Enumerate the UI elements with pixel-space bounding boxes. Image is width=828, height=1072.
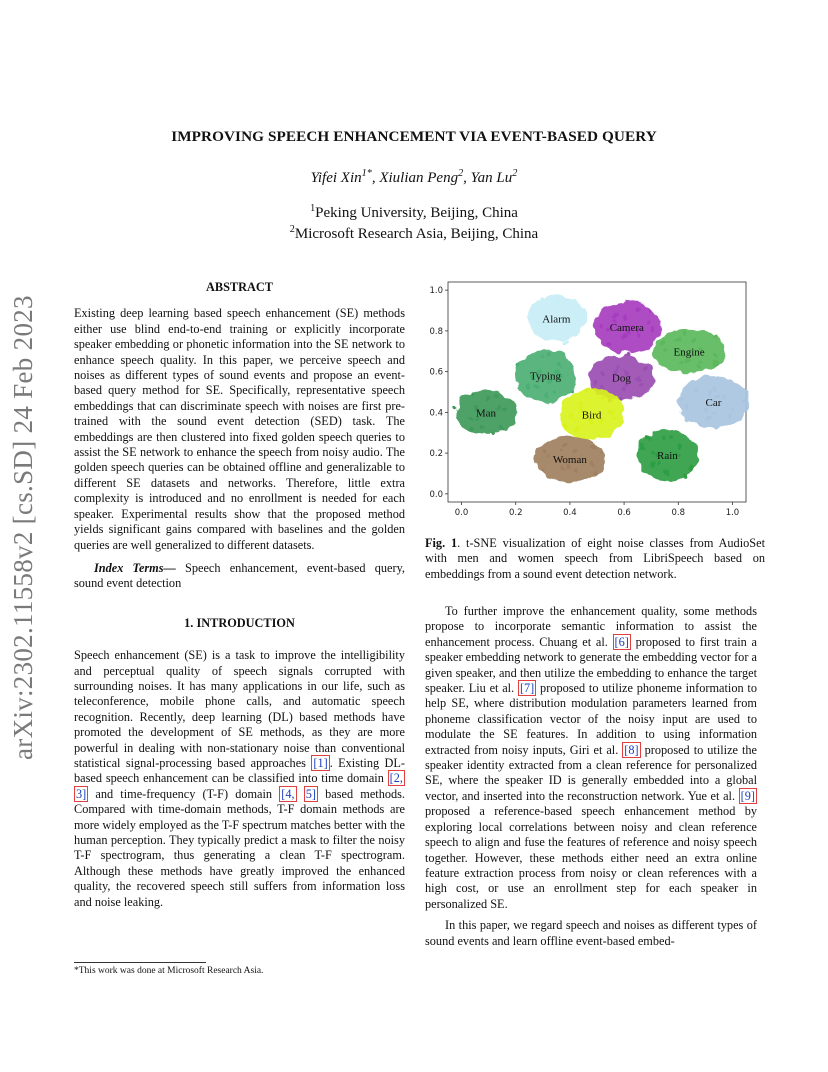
cluster-point xyxy=(642,367,646,371)
cluster-point xyxy=(499,426,503,430)
cluster-point xyxy=(650,462,654,466)
cluster-label: Alarm xyxy=(542,313,571,326)
x-tick-label: 1.0 xyxy=(725,508,740,518)
cluster-point xyxy=(612,415,616,419)
cluster-point xyxy=(652,450,656,454)
cluster-point xyxy=(644,436,648,440)
cluster-point xyxy=(637,307,641,311)
cluster-point xyxy=(548,334,552,338)
citation-link[interactable]: [9] xyxy=(740,788,755,803)
cluster-point xyxy=(650,328,654,332)
y-tick-label: 0.8 xyxy=(429,326,443,337)
affiliation-1 xyxy=(0,205,828,222)
cluster-label: Typing xyxy=(530,370,562,383)
cluster-label: Man xyxy=(475,407,497,420)
cluster-point xyxy=(494,395,498,399)
cluster-point xyxy=(544,449,548,453)
affil-text: Peking University, Beijing, China xyxy=(315,205,518,221)
author-affil-mark: 2 xyxy=(458,168,464,179)
cluster-point xyxy=(648,309,652,313)
cluster-point xyxy=(451,406,455,410)
cluster-point xyxy=(613,313,617,317)
intro-paragraph: To further improve the enhancement quality, some methods propose to incorporate semantic information to assist the enhancement process. Chuang et al. [6] proposed to first train a speaker embedding network to generate the embedding vector for a given speaker, and then utilize the embedding to enhance the target speaker. Liu et al. [7] proposed to utilize phoneme information to help SE, where distribution modulation parameters learned from phoneme classification vector of the noisy input are used to modulate the SE features. In addition to using information extracted from noisy inputs, Giri et al. [8] proposed to utilize the speaker identity extracted from a clean reference for personalized SE, where the speaker ID is generally embedded into a global vector, and inserted into the reconstruction network. Yue et al. [9] proposed a reference-based speech enhancement method by exploring local correlations between noisy and clean reference speech to align and fuse the features of reference and noisy speech together. However, these methods either need an extra online feature extraction process from noisy or clean references with a high cost, or use an enrollment step for each speaker in personalized SE. xyxy=(425,604,757,911)
cluster-point xyxy=(572,449,576,453)
cluster-point xyxy=(599,449,603,453)
cluster-point xyxy=(697,422,701,426)
cluster-point xyxy=(526,384,530,388)
cluster-point xyxy=(552,390,556,394)
cluster-point xyxy=(679,360,683,364)
cluster-point xyxy=(573,427,577,431)
x-tick-label: 0.8 xyxy=(671,508,686,518)
citation-link[interactable]: 3] xyxy=(76,786,87,801)
cluster-label: Car xyxy=(705,397,722,410)
cluster-point xyxy=(684,405,688,409)
tsne-figure xyxy=(423,277,763,525)
cluster-point xyxy=(569,388,573,392)
cluster-point xyxy=(561,466,565,470)
cluster-point xyxy=(597,435,601,439)
cluster-point xyxy=(741,399,745,403)
y-tick-label: 0.6 xyxy=(429,367,443,378)
cluster-point xyxy=(580,403,584,407)
cluster-point xyxy=(534,385,538,389)
author-separator: , xyxy=(371,170,380,186)
cluster-point xyxy=(665,471,669,475)
cluster-label: Engine xyxy=(673,346,705,359)
cluster-point xyxy=(623,334,627,338)
abstract-text: Existing deep learning based speech enhancement (SE) methods either use blind end-to-end training or explicitly incorporate speaker embedding or phonetic information into the SE network to enhance speech quality. In this paper, we perceive speech and noises as different types of sound events and propose an event-based query method for SE. Specifically, representative speech embeddings that can discriminate speech with noises are first pre-trained with the sound event detection (SED) task. The embeddings are then clustered into fixed golden speech queries to assist the SE network to enhance the speech from noisy audio. The golden speech queries can be obtained offline and generalizable to different SE datasets and networks. Therefore, little extra complexity is introduced and no enrollment is needed for each speaker. Experimental results show that the proposed method yields significant gains compared with baselines and the golden queries are well generalized to different datasets. xyxy=(74,306,405,552)
citation-link[interactable]: [8] xyxy=(624,742,639,757)
right-column xyxy=(425,604,757,949)
cluster-point xyxy=(564,340,568,344)
cluster-point xyxy=(680,397,684,401)
cluster-point xyxy=(563,442,567,446)
cluster-point xyxy=(625,354,629,358)
affil-mark: 1 xyxy=(310,203,316,214)
cluster-point xyxy=(601,324,605,328)
cluster-point xyxy=(556,300,560,304)
intro-paragraph: In this paper, we regard speech and noises as different types of sound events and learn offline event-based embed- xyxy=(425,918,757,948)
cluster-point xyxy=(676,337,680,341)
cluster-point xyxy=(670,434,674,438)
cluster-point xyxy=(694,389,698,393)
cluster-point xyxy=(635,377,639,381)
cluster-point xyxy=(565,299,569,303)
cluster-point xyxy=(478,425,482,429)
cluster-point xyxy=(646,322,650,326)
arxiv-stamp: arXiv:2302.11558v2 [cs.SD] 24 Feb 2023 xyxy=(8,295,38,760)
cluster-point xyxy=(516,363,520,367)
cluster-point xyxy=(572,334,576,338)
index-terms-text: Speech enhancement, event-based query, sound event detection xyxy=(74,560,405,591)
cluster-point xyxy=(622,387,626,391)
cluster-point xyxy=(677,443,681,447)
cluster-point xyxy=(501,407,505,411)
y-tick-label: 0.4 xyxy=(429,408,443,419)
cluster-point xyxy=(471,391,475,395)
cluster-point xyxy=(496,405,500,409)
cluster-point xyxy=(713,354,717,358)
citation-link[interactable]: [1] xyxy=(313,755,328,770)
author-name: Yifei Xin xyxy=(310,170,362,186)
cluster-label: Woman xyxy=(552,454,587,467)
cluster-point xyxy=(662,348,666,352)
paper-title: IMPROVING SPEECH ENHANCEMENT VIA EVENT-BASED QUERY xyxy=(171,128,657,145)
x-tick-label: 0.6 xyxy=(617,508,631,518)
cluster-point xyxy=(722,394,726,398)
cluster-point xyxy=(575,313,579,317)
cluster-point xyxy=(469,425,473,429)
cluster-point xyxy=(610,398,614,402)
abstract-heading: ABSTRACT xyxy=(206,280,273,294)
cluster-point xyxy=(600,386,604,390)
cluster-point xyxy=(713,362,717,366)
cluster-label: Camera xyxy=(609,321,644,334)
y-tick-label: 1.0 xyxy=(429,286,443,297)
cluster-point xyxy=(692,338,696,342)
y-tick-label: 0.2 xyxy=(429,449,443,460)
cluster-point xyxy=(546,456,550,460)
x-tick-label: 0.0 xyxy=(454,508,469,518)
author-list xyxy=(0,170,828,187)
cluster-point xyxy=(607,342,611,346)
cluster-point xyxy=(699,359,703,363)
index-terms xyxy=(74,561,405,592)
tsne-scatter-plot xyxy=(423,277,763,525)
footnote-rule xyxy=(74,962,206,963)
cluster-point xyxy=(688,466,692,470)
cluster-point xyxy=(602,372,606,376)
cluster-point xyxy=(657,462,661,466)
affiliation-2 xyxy=(0,226,828,243)
figure-caption-text: . t-SNE visualization of eight noise classes from AudioSet with men and women speech from LibriSpeech based on embeddings from a sound event detection network. xyxy=(425,536,765,581)
cluster-point xyxy=(587,388,591,392)
cluster-point xyxy=(548,352,552,356)
cluster-point xyxy=(641,444,645,448)
intro-heading: 1. INTRODUCTION xyxy=(184,615,295,630)
cluster-point xyxy=(696,364,700,368)
cluster-point xyxy=(591,461,595,465)
cluster-point xyxy=(685,359,689,363)
cluster-point xyxy=(540,468,544,472)
x-tick-label: 0.2 xyxy=(508,508,523,518)
cluster-point xyxy=(469,415,473,419)
index-terms-label: Index Terms— xyxy=(94,560,176,575)
citation-link[interactable]: [4, xyxy=(281,786,295,801)
cluster-point xyxy=(558,446,562,450)
cluster-label: Bird xyxy=(581,409,602,422)
author-name: Yan Lu xyxy=(470,170,513,186)
cluster-point xyxy=(601,396,605,400)
affil-text: Microsoft Research Asia, Beijing, China xyxy=(294,226,539,242)
cluster-point xyxy=(712,386,716,390)
cluster-point xyxy=(593,381,597,385)
author-separator: , xyxy=(463,170,471,186)
cluster-point xyxy=(575,470,579,474)
cluster-point xyxy=(712,334,716,338)
cluster-point xyxy=(591,469,595,473)
cluster-point xyxy=(590,443,594,447)
left-column xyxy=(74,280,405,910)
author-name: Xiulian Peng xyxy=(379,170,459,186)
intro-paragraph: Speech enhancement (SE) is a task to improve the intelligibility and perceptual quality of speech signals corrupted with surrounding noises. It has many applications in our life, such as teleconference, mobile phone calls, and automatic speech recognition. Recently, deep learning (DL) based methods have promoted the development of SE methods, as they are more powerful in dealing with non-stationary noise than conventional statistical signal-processing based approaches [1] . Existing DL-based speech enhancement can be classified into time domain [2, 3] and time-frequency (T-F) domain [4, 5] based methods. Compared with time-domain methods, T-F domain methods are more widely employed as the T-F spectrum matches better with the human perception. They typically predict a mask to filter the noisy T-F spectrogram, thus generating a clean T-F spectrogram. Although these methods have greatly improved the enhanced quality, the recovered speech still suffers from information loss and noise leaking. xyxy=(74,648,406,909)
citation-link[interactable]: [2, xyxy=(389,771,403,786)
cluster-point xyxy=(608,410,612,414)
author-affil-mark: 2 xyxy=(512,168,518,179)
affil-mark: 2 xyxy=(289,224,295,235)
x-tick-label: 0.4 xyxy=(563,508,577,518)
cluster-point xyxy=(615,366,619,370)
cluster-point xyxy=(713,412,717,416)
cluster-point xyxy=(677,454,681,458)
cluster-point xyxy=(568,412,572,416)
cluster-point xyxy=(707,415,711,419)
cluster-point xyxy=(492,432,496,436)
cluster-point xyxy=(683,474,687,478)
cluster-point xyxy=(486,396,490,400)
citation-link[interactable]: [7] xyxy=(519,681,535,696)
cluster-point xyxy=(544,394,548,398)
cluster-point xyxy=(660,340,664,344)
cluster-point xyxy=(539,355,543,359)
cluster-point xyxy=(729,408,733,412)
cluster-label: Dog xyxy=(611,372,631,385)
cluster-label: Rain xyxy=(657,450,678,463)
citation-link[interactable]: [6] xyxy=(614,634,629,649)
cluster-point xyxy=(564,424,568,428)
cluster-point xyxy=(557,362,561,366)
cluster-point xyxy=(727,414,731,418)
citation-link[interactable]: 5] xyxy=(305,786,316,801)
cluster-point xyxy=(707,390,711,394)
y-tick-label: 0.0 xyxy=(429,489,443,500)
footnote: *This work was done at Microsoft Research Asia. xyxy=(74,966,264,976)
cluster-point xyxy=(637,333,641,337)
cluster-point xyxy=(637,382,641,386)
cluster-point xyxy=(681,332,685,336)
cluster-point xyxy=(540,296,544,300)
figure-caption xyxy=(425,536,765,582)
figure-label: Fig. 1 xyxy=(425,536,458,550)
cluster-point xyxy=(661,437,665,441)
cluster-point xyxy=(573,416,577,420)
cluster-point xyxy=(537,322,541,326)
author-affil-mark: 1* xyxy=(361,168,372,179)
